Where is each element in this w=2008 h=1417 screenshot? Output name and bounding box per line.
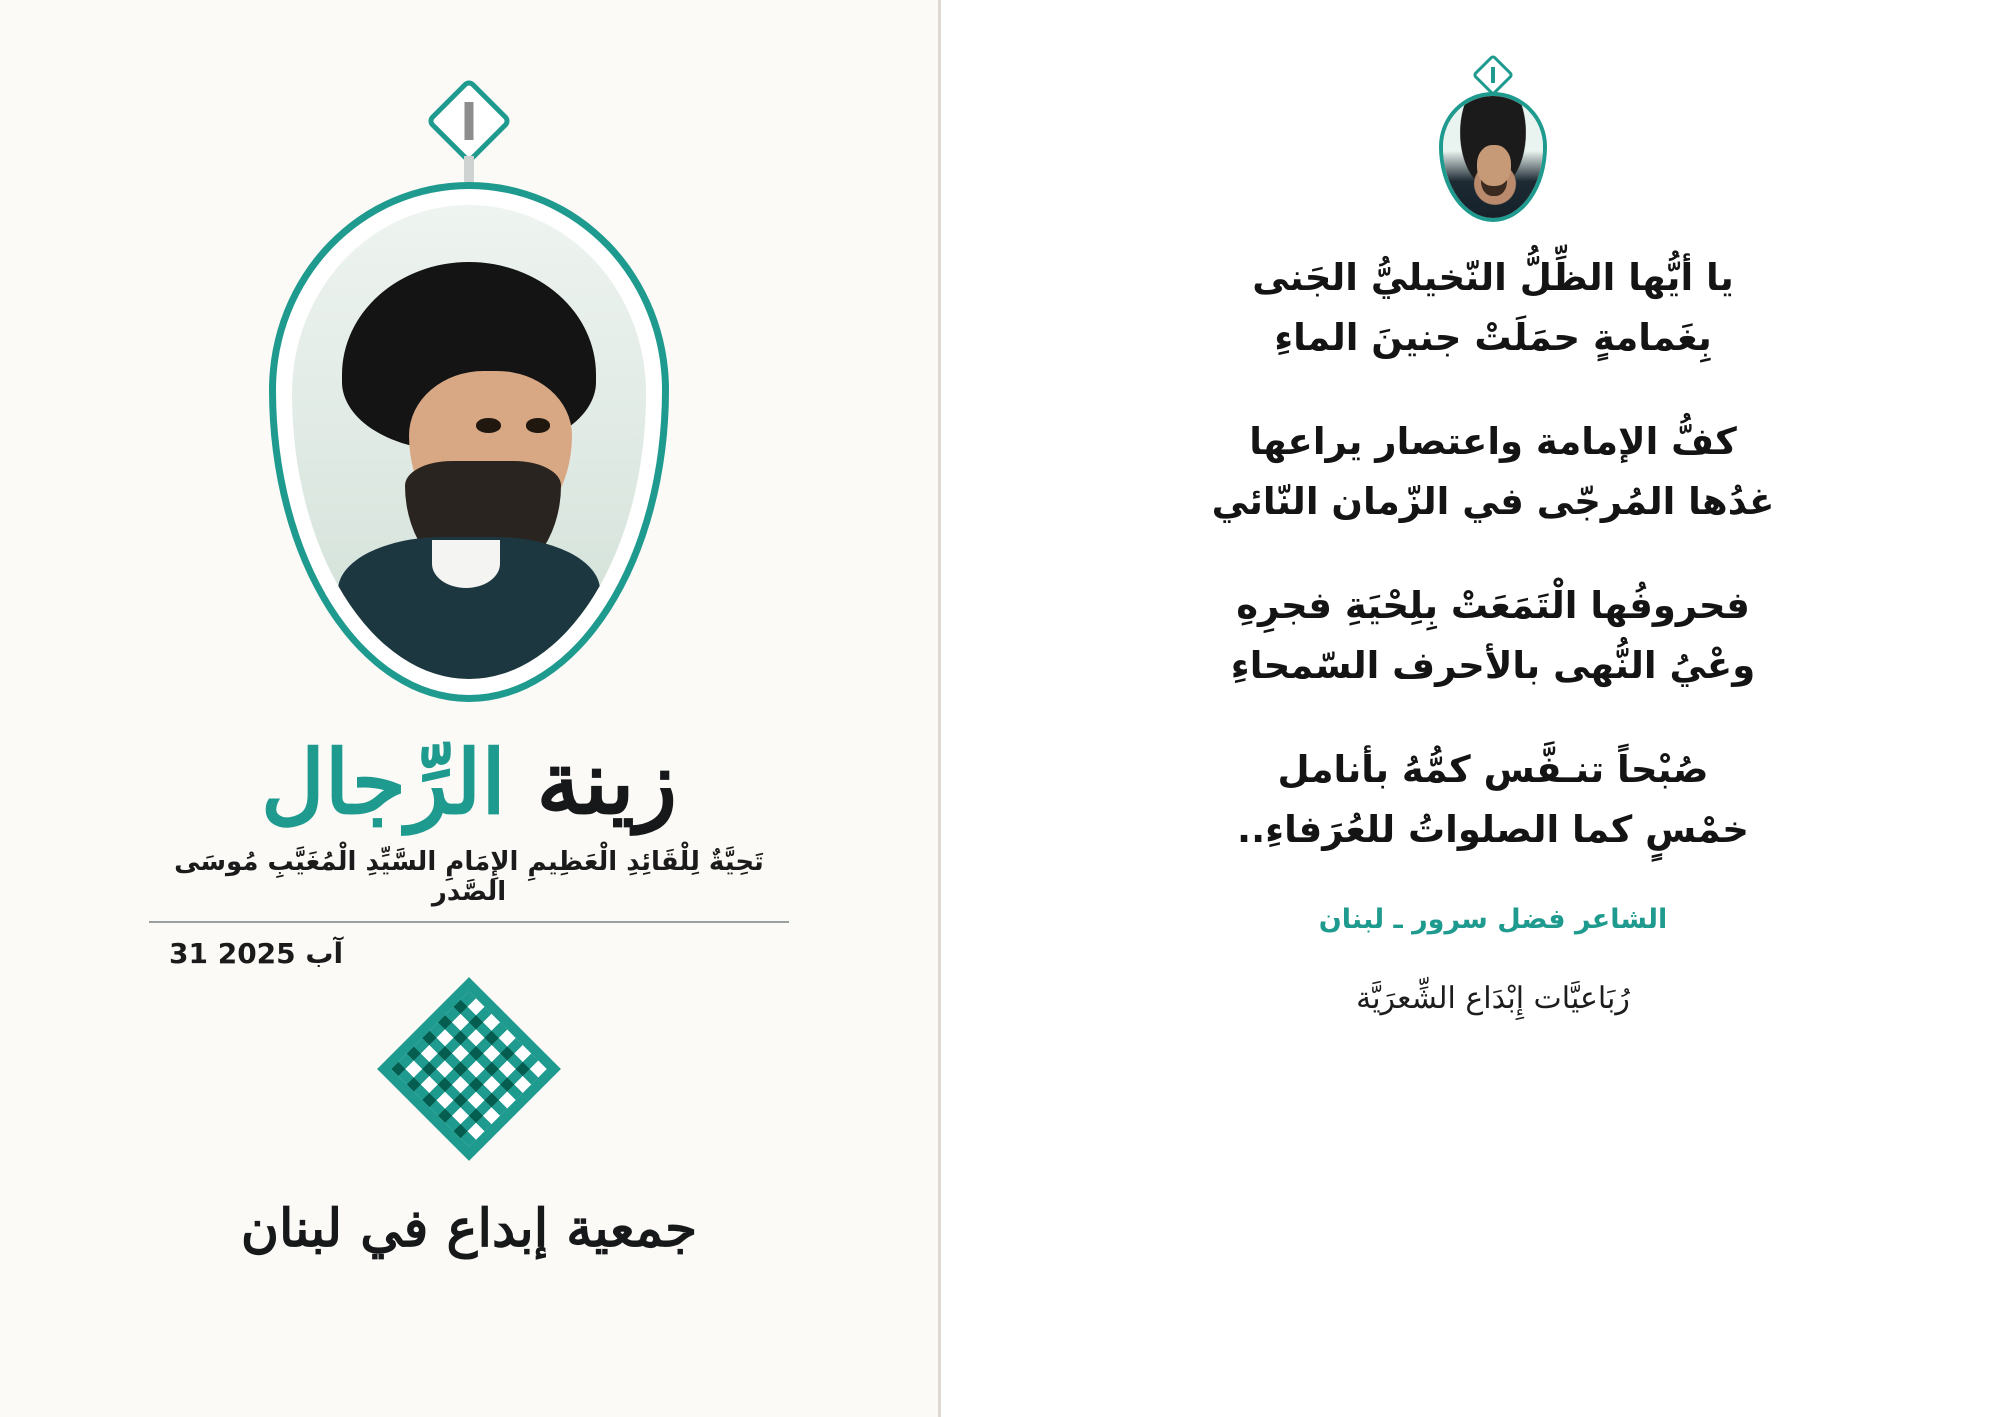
poster-title-accent: الرِّجال: [260, 730, 506, 834]
poem-line: غدُها المُرجّى في الزّمان النّائي: [1211, 479, 1775, 523]
poem-line: بِغَمامةٍ حمَلَتْ جنينَ الماءِ: [1274, 315, 1712, 359]
medallion-frame-inner: [286, 199, 652, 685]
medallion-frame-small: [1439, 92, 1547, 222]
poet-credit: الشاعر فضل سرور ـ لبنان: [1318, 903, 1668, 935]
stanza-1: [1088, 248, 1898, 368]
robe-shape: [338, 537, 600, 685]
poem-line: خمْسٍ كما الصلواتُ للعُرَفاءِ..: [1237, 807, 1749, 851]
poem-line: صُبْحاً تنـفَّس كمُّهُ بأنامل: [1277, 747, 1709, 791]
medallion-frame-large: [269, 182, 669, 702]
poster-subtitle: تَحِيَّةٌ لِلْقَائِدِ الْعَظِيمِ الإِمَامِ السَّيِّدِ الْمُغَيَّبِ مُوسَى الصَّدر: [149, 847, 789, 923]
poster-title-main: زينة: [536, 730, 678, 834]
portrait-image-small: [1443, 96, 1543, 218]
finial-stem-icon: [464, 156, 474, 182]
stanza-2: [1088, 412, 1898, 532]
kufic-emblem-icon: [377, 977, 561, 1161]
poster-title: [260, 730, 678, 834]
poem-panel: [938, 0, 2008, 1417]
series-title: رُبَاعيَّات إِبْدَاع الشِّعرَيَّة: [1356, 980, 1630, 1016]
poem-line: كفُّ الإمامة واعتصار يراعها: [1249, 419, 1737, 463]
stanza-3: [1088, 576, 1898, 696]
poem-line: يا أيُّها الظِّلُّ النّخيليُّ الجَنى: [1252, 256, 1734, 299]
portrait-medallion-large: [234, 90, 704, 730]
portrait-image-large: [292, 205, 646, 679]
poem-line: فحروفُها الْتَمَعَتْ بِلِحْيَةِ فجرِهِ: [1236, 583, 1750, 627]
finial-icon-large: [425, 77, 513, 165]
finial-icon-small: [1472, 54, 1514, 96]
organization-logo: جمعية إبداع في لبنان: [240, 1197, 698, 1259]
portrait-medallion-small: [1433, 60, 1553, 230]
poster-date: 31 آب 2025: [169, 936, 344, 970]
panel-divider: [938, 0, 941, 1417]
eye-shape: [526, 418, 551, 432]
poem-line: وعْيُ النُّهى بالأحرف السّمحاءِ: [1230, 643, 1756, 687]
portrait-panel: [0, 0, 938, 1417]
poem-body: [1088, 248, 1898, 1016]
stanza-4: [1088, 740, 1898, 860]
eye-shape: [476, 418, 501, 432]
